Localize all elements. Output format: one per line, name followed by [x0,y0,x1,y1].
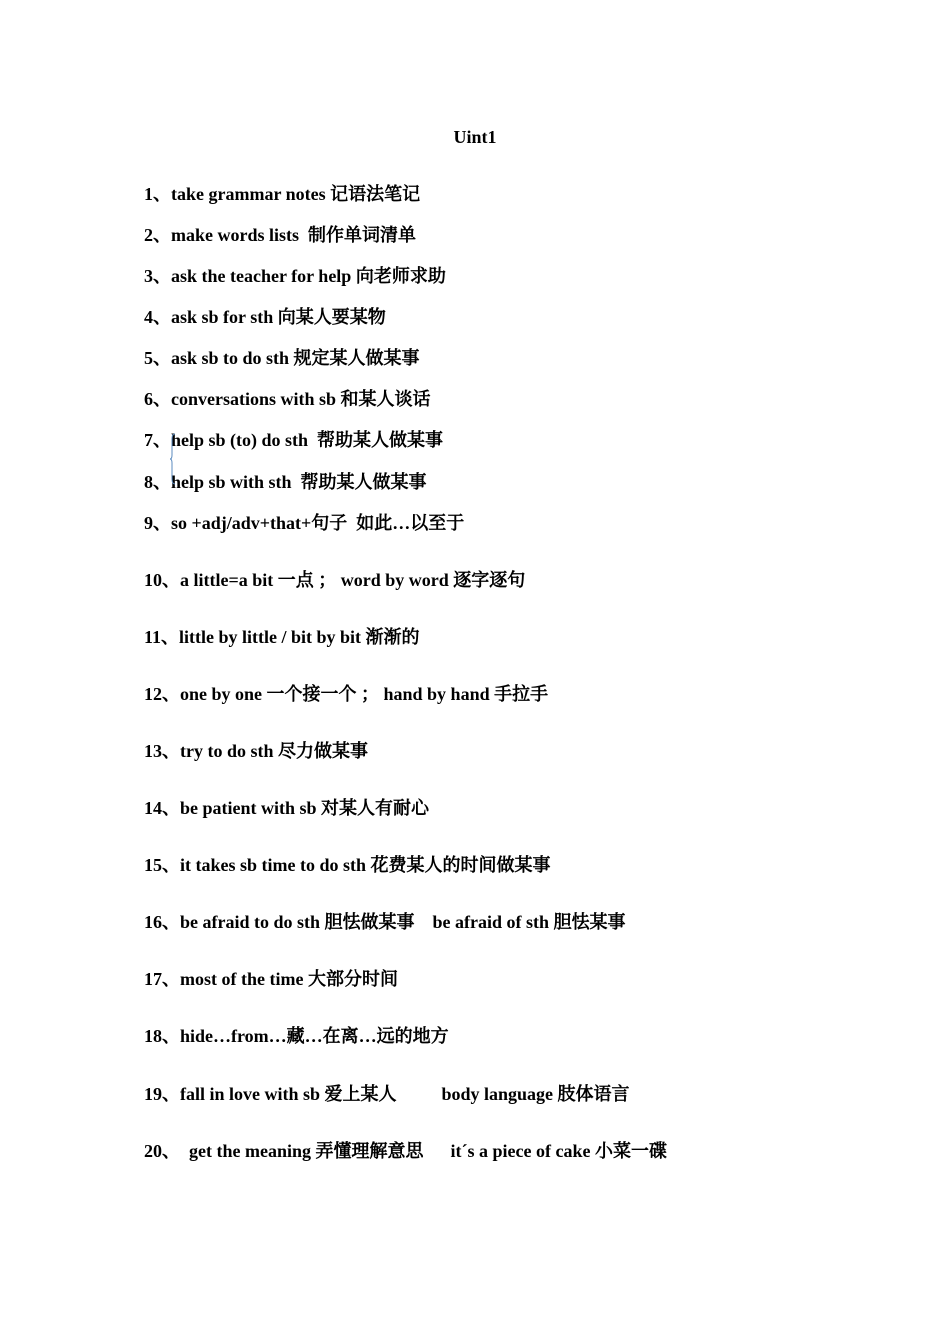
list-item: 5、ask sb to do sth 规定某人做某事 [144,348,420,368]
list-item: 3、ask the teacher for help 向老师求助 [144,266,446,286]
list-item: 11、little by little / bit by bit 渐渐的 [144,627,420,647]
list-item: 8、help sb with sth 帮助某人做某事 [144,472,427,492]
list-item: 1、take grammar notes 记语法笔记 [144,184,421,204]
list-item: 7、help sb (to) do sth 帮助某人做某事 [144,430,444,450]
list-item: 17、most of the time 大部分时间 [144,969,398,989]
list-item: 2、make words lists 制作单词清单 [144,225,417,245]
list-item: 9、so +adj/adv+that+句子 如此…以至于 [144,513,465,533]
document-title: Uint1 [453,127,497,147]
list-item: 19、fall in love with sb 爱上某人 body language 肢体语言 [144,1084,630,1104]
list-item: 15、it takes sb time to do sth 花费某人的时间做某事 [144,855,551,875]
list-item: 12、one by one 一个接一个 ； hand by hand 手拉手 [144,684,549,704]
list-item: 4、ask sb for sth 向某人要某物 [144,307,386,327]
brace-icon [169,433,177,485]
list-item: 20、 get the meaning 弄懂理解意思 it´s a piece of cake 小菜一碟 [144,1141,667,1161]
list-item: 16、be afraid to do sth 胆怯做某事 be afraid of sth 胆怯某事 [144,912,626,932]
list-item: 10、a little=a bit 一点 ； word by word 逐字逐句 [144,570,526,590]
list-item: 18、hide…from…藏…在离…远的地方 [144,1026,449,1046]
list-item: 14、be patient with sb 对某人有耐心 [144,798,430,818]
list-item: 6、conversations with sb 和某人谈话 [144,389,431,409]
list-item: 13、try to do sth 尽力做某事 [144,741,368,761]
